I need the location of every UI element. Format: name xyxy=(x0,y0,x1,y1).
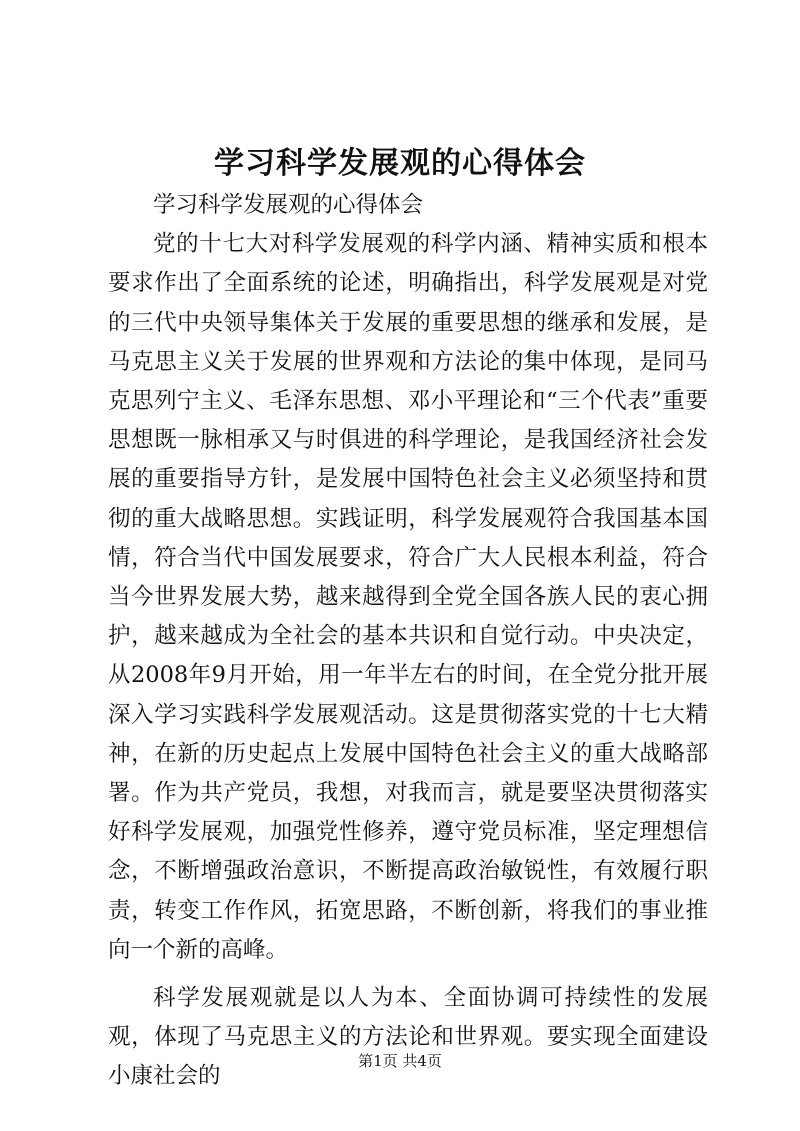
document-body xyxy=(108,186,708,1097)
document-title: 学习科学发展观的心得体会 xyxy=(214,146,586,181)
page-footer: 第1页 共4页 xyxy=(358,1052,442,1070)
paragraph-continuation: 科学发展观就是以人为本、全面协调可持续性的发展观，体现了马克思主义的方法论和世界观。要实现全面建设小康社会的 xyxy=(108,985,708,1090)
paragraph-main: 党的十七大对科学发展观的科学内涵、精神实质和根本要求作出了全面系统的论述，明确指出，科学发展观是对党的三代中央领导集体关于发展的重要思想的继承和发展，是马克思主义关于发展的世界观和方法论的集中体现，是同马克思列宁主义、毛泽东思想、邓小平理论和“三个代表”重要思想既一脉相承又与时俱进的科学理论，是我国经济社会发展的重要指导方针，是发展中国特色社会主义必须坚持和贯彻的重大战略思想。实践证明，科学发展观符合我国基本国情，符合当代中国发展要求，符合广大人民根本利益，符合当今世界发展大势，越来越得到全党全国各族人民的衷心拥护，越来越成为全社会的基本共识和自觉行动。中央决定，从2008年9月开始，用一年半左右的时间，在全党分批开展深入学习实践科学发展观活动。这是贯彻落实党的十七大精神，在新的历史起点上发展中国特色社会主义的重大战略部署。作为共产党员，我想，对我而言，就是要坚决贯彻落实好科学发展观，加强党性修养，遵守党员标准，坚定理想信念，不断增强政治意识，不断提高政治敏锐性，有效履行职责，转变工作作风，拓宽思路，不断创新，将我们的事业推向一个新的高峰。 xyxy=(108,231,708,963)
paragraph-subtitle: 学习科学发展观的心得体会 xyxy=(153,192,424,218)
